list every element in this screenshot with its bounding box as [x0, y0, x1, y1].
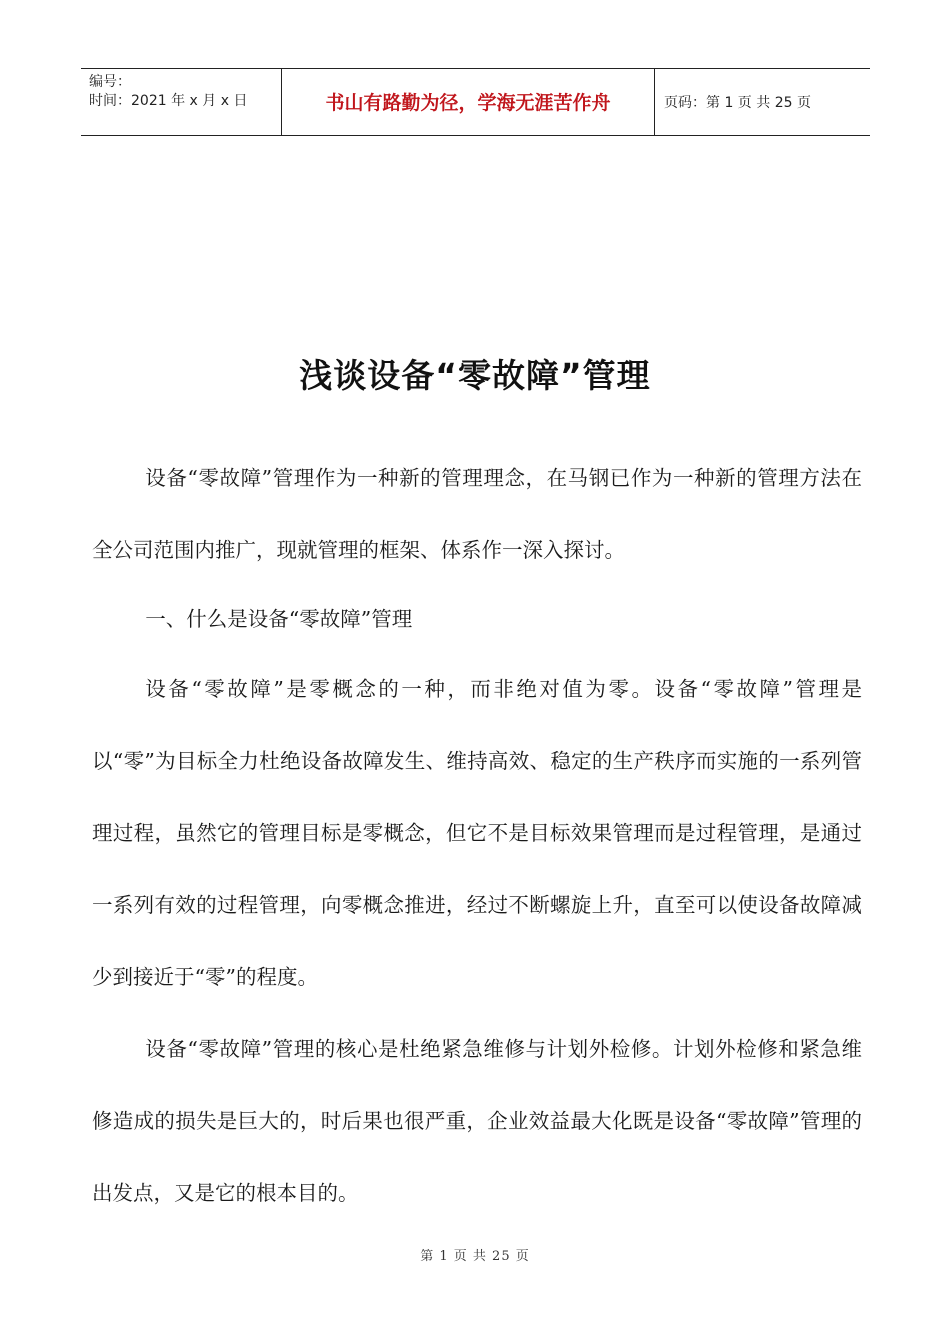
page-footer: 第 1 页 共 25 页 [420, 1249, 530, 1264]
section-heading-1: 一、什么是设备“零故障”管理 [145, 607, 413, 631]
paragraph-intro: 设备“零故障”管理作为一种新的管理理念，在马钢已作为一种新的管理方法在全公司范围内推广，现就管理的框架、体系作一深入探讨。 [92, 466, 862, 562]
header-page-info: 页码：第 1 页 共 25 页 [664, 95, 811, 111]
paragraph-definition: 设备“零故障”是零概念的一种，而非绝对值为零。设备“零故障”管理是以“零”为目标全力杜绝设备故障发生、维持高效、稳定的生产秩序而实施的一系列管理过程，虽然它的管理目标是零概念，但它不是目标效果管理而是过程管理，是通过一系列有效的过程管理，向零概念推进，经过不断螺旋上升，直至可以使设备故障减少到接近于“零”的程度。 [92, 677, 862, 989]
document-number-label: 编号： [89, 74, 131, 90]
header-meta-cell [81, 69, 281, 135]
paragraph-core: 设备“零故障”管理的核心是杜绝紧急维修与计划外检修。计划外检修和紧急维修造成的损失是巨大的，时后果也很严重，企业效益最大化既是设备“零故障”管理的出发点，又是它的根本目的。 [92, 1037, 862, 1205]
document-title: 浅谈设备“零故障”管理 [299, 356, 651, 395]
header-motto: 书山有路勤为径，学海无涯苦作舟 [281, 69, 655, 135]
document-body [92, 442, 862, 1229]
header-table [81, 68, 870, 136]
document-time-label: 时间：2021 年 x 月 x 日 [89, 93, 248, 109]
